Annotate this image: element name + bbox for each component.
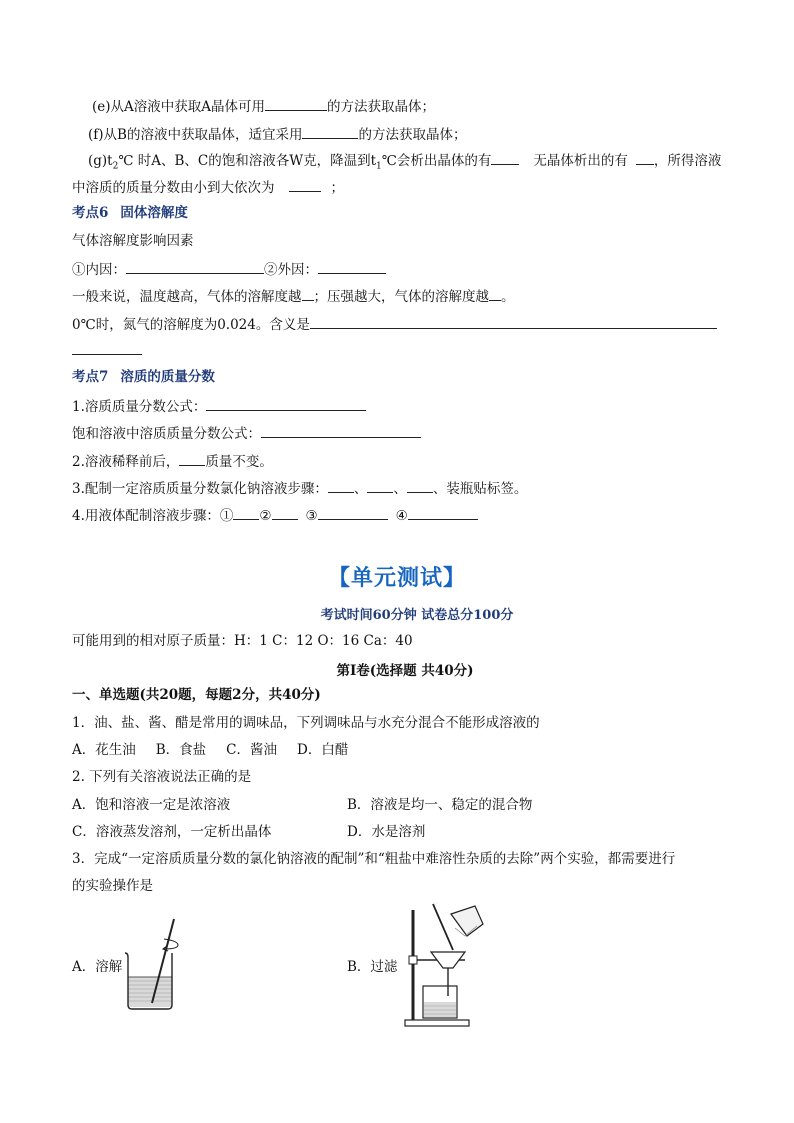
dilution-end: 质量不变。: [205, 454, 273, 470]
question-g-text: ℃ 时A、B、C的饱和溶液各W克，降温到t: [118, 153, 377, 169]
kd7-title: 溶质的质量分数: [120, 369, 215, 385]
question-f-text: (f)从B的溶液中获取晶体，适宜采用: [88, 127, 303, 143]
q2-option-a[interactable]: A．饱和溶液一定是浓溶液: [72, 797, 231, 813]
blank-temp[interactable]: [302, 286, 314, 301]
question-3-stem: 3．完成“一定溶质质量分数的氯化钠溶液的配制”和“粗盐中难溶性杂质的去除”两个实验，都需要进行: [72, 851, 676, 867]
question-f: [88, 124, 466, 144]
question-e-end: 的方法获取晶体；: [327, 99, 436, 115]
question-2-stem: 2. 下列有关溶液说法正确的是: [72, 769, 252, 785]
blank-g2[interactable]: [636, 150, 654, 165]
meaning-text: 0℃时，氮气的溶解度为0.024。含义是: [72, 317, 310, 333]
formula-label: 1.溶质质量分数公式：: [72, 399, 207, 415]
blank-dilution[interactable]: [179, 451, 205, 466]
blank-step2[interactable]: [367, 478, 393, 493]
sub-2: 2: [112, 161, 119, 172]
dilution-text: 2.溶液稀释前后，: [72, 454, 180, 470]
q1-option-a[interactable]: A．花生油: [72, 742, 136, 758]
question-g-text2: ℃会析出晶体的有: [381, 153, 492, 169]
steps-end: 、装瓶贴标签。: [432, 481, 528, 497]
kd7-label: 考点7: [72, 369, 109, 385]
outer-label: ②外因：: [264, 262, 318, 278]
blank-step3[interactable]: [407, 478, 433, 493]
kd7-l3: [72, 451, 273, 471]
question-e: [92, 96, 435, 116]
q1-option-c[interactable]: C．酱油: [226, 742, 278, 758]
q2-option-d[interactable]: D．水是溶剂: [347, 824, 426, 840]
q3-option-b[interactable]: B．过滤: [347, 959, 398, 975]
q1-option-d[interactable]: D．白醋: [297, 742, 349, 758]
kd7-l2: [72, 423, 421, 443]
kd6-meaning-cont: [72, 340, 142, 360]
question-e-text: (e)从A溶液中获取A晶体可用: [92, 99, 266, 115]
question-g-line2: [72, 177, 344, 197]
question-g-text4: ，所得溶液: [653, 153, 722, 169]
kd6-general: [72, 286, 515, 306]
kd7-l1: [72, 396, 366, 416]
liquid-steps-text: 4.用液体配制溶液步骤：①: [72, 508, 234, 524]
kd7-l5: [72, 505, 478, 525]
q2-option-c[interactable]: C．溶液蒸发溶剂，一定析出晶体: [72, 824, 272, 840]
question-g: [88, 150, 721, 176]
dissolving-beaker-icon: [120, 915, 200, 1015]
kd7-l4: [72, 478, 527, 498]
sep-2: 、: [393, 481, 407, 497]
blank-outer[interactable]: [318, 259, 386, 274]
blank-e[interactable]: [265, 96, 327, 111]
blank-saturated-formula[interactable]: [261, 423, 421, 438]
general-text: 一般来说，温度越高，气体的溶解度越: [72, 289, 302, 305]
blank-liquid4[interactable]: [408, 505, 478, 520]
blank-f[interactable]: [302, 124, 358, 139]
liquid-3: ③: [305, 508, 318, 524]
blank-liquid3[interactable]: [318, 505, 388, 520]
steps-text: 3.配制一定溶质质量分数氯化钠溶液步骤：: [72, 481, 328, 497]
blank-formula[interactable]: [206, 396, 366, 411]
saturated-formula-label: 饱和溶液中溶质质量分数公式：: [72, 426, 261, 442]
blank-g3[interactable]: [289, 177, 321, 192]
sep-1: 、: [353, 481, 368, 497]
question-g-text3: 无晶体析出的有: [533, 153, 628, 169]
question-g-line2-text: 中溶质的质量分数由小到大依次为: [72, 180, 275, 196]
q1-option-b[interactable]: B．食盐: [155, 742, 207, 758]
question-3-stem-2: 的实验操作是: [72, 878, 153, 894]
blank-liquid1[interactable]: [233, 505, 259, 520]
blank-g1[interactable]: [491, 150, 519, 165]
question-1-options: [72, 741, 348, 759]
inner-label: ①内因：: [72, 262, 126, 278]
liquid-2: ②: [259, 508, 272, 524]
question-g-t: (g)t: [88, 153, 113, 169]
question-g-line2-end: ；: [330, 180, 344, 196]
sub-1: 1: [376, 161, 382, 172]
section-kd6: [72, 204, 188, 222]
blank-liquid2[interactable]: [272, 505, 298, 520]
blank-pressure[interactable]: [489, 286, 501, 301]
blank-meaning[interactable]: [310, 314, 717, 329]
unit-test-title: 【单元测试】: [327, 565, 466, 591]
section-kd7: [72, 368, 215, 386]
general-mid: ；压强越大，气体的溶解度越: [313, 289, 489, 305]
general-end: 。: [501, 289, 515, 305]
exam-meta: 考试时间60分钟 试卷总分100分: [320, 608, 514, 623]
question-f-end: 的方法获取晶体；: [358, 127, 467, 143]
blank-meaning-2[interactable]: [72, 340, 142, 355]
q2-option-b[interactable]: B．溶液是均一、稳定的混合物: [347, 797, 533, 813]
filtration-apparatus-icon: [395, 900, 485, 1030]
section-heading: 一、单选题(共20题，每题2分，共40分): [72, 687, 321, 703]
blank-step1[interactable]: [328, 478, 354, 493]
atomic-masses: 可能用到的相对原子质量：H：1 C：12 O：16 Ca：40: [72, 633, 413, 649]
kd6-label: 考点6: [72, 205, 109, 221]
q3-option-a[interactable]: A．溶解: [72, 959, 123, 975]
question-1-stem: 1．油、盐、酱、醋是常用的调味品，下列调味品与水充分混合不能形成溶液的: [72, 715, 540, 731]
kd6-title: 固体溶解度: [120, 205, 188, 221]
kd6-meaning: [72, 314, 717, 334]
blank-inner[interactable]: [126, 259, 264, 274]
kd6-line1: 气体溶解度影响因素: [72, 233, 194, 249]
kd6-factors: [72, 259, 386, 279]
part-1-heading: 第Ⅰ卷(选择题 共40分): [336, 663, 474, 679]
liquid-4: ④: [395, 508, 408, 524]
